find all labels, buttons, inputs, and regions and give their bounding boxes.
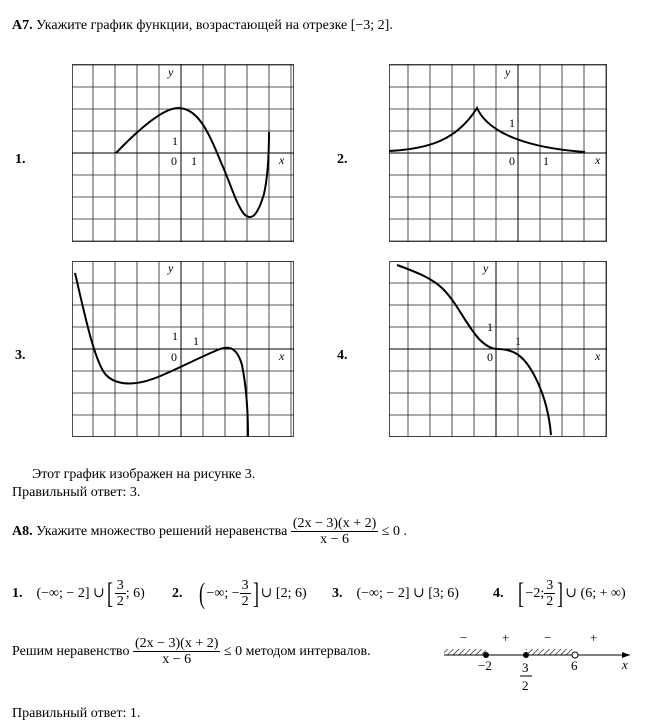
- unit-label-y: 1: [172, 134, 178, 148]
- a7-solution-line: Этот график изображен на рисунке 3.: [32, 467, 256, 482]
- graph-4: [389, 261, 607, 437]
- a8-option-1: 1. (−∞; − 2] ∪ [ $\frac{3}{2}$ ; 6): [12, 576, 145, 610]
- a8-option-3: 3. (−∞; − 2] ∪ [3; 6): [332, 586, 459, 601]
- function-curve: [389, 108, 585, 152]
- unit-label-y: 1: [509, 116, 515, 130]
- graph-option-2-label: 2.: [337, 152, 348, 167]
- sign-4: +: [590, 630, 598, 645]
- y-axis-label: y: [483, 261, 489, 275]
- sign-3: −: [544, 630, 552, 645]
- origin-label: 0: [487, 350, 493, 364]
- task-a7-text: Укажите график функции, возрастающей на отрезке [−3; 2].: [36, 18, 393, 33]
- sign-1: −: [460, 630, 468, 645]
- graph-option-4-label: 4.: [337, 348, 348, 363]
- label-3-den: 2: [522, 678, 529, 693]
- task-a7-statement: [12, 18, 393, 34]
- number-axis-label: x: [622, 657, 628, 672]
- a7-answer: Правильный ответ: 3.: [12, 485, 141, 500]
- x-axis-label: x: [279, 153, 285, 167]
- graph-1: [72, 64, 294, 242]
- label-6: 6: [571, 658, 578, 673]
- function-curve: [75, 273, 248, 437]
- origin-label: 0: [171, 154, 177, 168]
- unit-label-y: 1: [487, 320, 493, 334]
- graph-2: [389, 64, 607, 242]
- graph-option-1-label: 1.: [15, 152, 26, 167]
- unit-label-x: 1: [543, 154, 549, 168]
- y-axis-label: y: [505, 65, 511, 79]
- label-minus-2: −2: [478, 658, 492, 673]
- x-axis-label: x: [279, 349, 285, 363]
- task-a7-number: A7.: [12, 18, 33, 33]
- inequality-fraction: $\frac{(2x - 3)(x + 2)}{x - 6}$: [292, 516, 377, 547]
- graph-option-3-label: 3.: [15, 348, 26, 363]
- graph-3: [72, 261, 294, 437]
- a8-option-2: 2. ( −∞; − $\frac{3}{2}$ ] ∪ [2; 6): [172, 576, 307, 610]
- hatch-region-1: [444, 649, 486, 655]
- x-axis-label: x: [595, 153, 601, 167]
- origin-label: 0: [509, 154, 515, 168]
- task-a8-number: A8.: [12, 523, 33, 539]
- origin-label: 0: [171, 350, 177, 364]
- task-a8-text: Укажите множество решений неравенства: [36, 523, 288, 539]
- a8-option-4: 4. [ −2; $\frac{3}{2}$ ] ∪ (6; + ∞): [493, 576, 626, 610]
- x-axis-label: x: [595, 349, 601, 363]
- a8-answer: Правильный ответ: 1.: [12, 706, 141, 721]
- inequality-tail: ≤ 0 .: [381, 523, 407, 539]
- y-axis-label: y: [168, 65, 174, 79]
- point-three-halves: [523, 652, 529, 658]
- interval-number-line: [440, 628, 640, 702]
- unit-label-x: 1: [193, 334, 199, 348]
- a8-solution-statement: Решим неравенство $\frac{(2x - 3)(x + 2)}{x - 6}$ ≤ 0 методом интервалов.: [12, 636, 371, 667]
- unit-label-y: 1: [172, 329, 178, 343]
- y-axis-label: y: [168, 261, 174, 275]
- label-3-num: 3: [522, 660, 529, 675]
- hatch-region-2: [526, 649, 574, 655]
- sign-2: +: [502, 630, 510, 645]
- unit-label-x: 1: [515, 334, 521, 348]
- solution-fraction: $\frac{(2x - 3)(x + 2)}{x - 6}$: [134, 636, 219, 667]
- unit-label-x: 1: [191, 154, 197, 168]
- task-a8-statement: [12, 516, 407, 547]
